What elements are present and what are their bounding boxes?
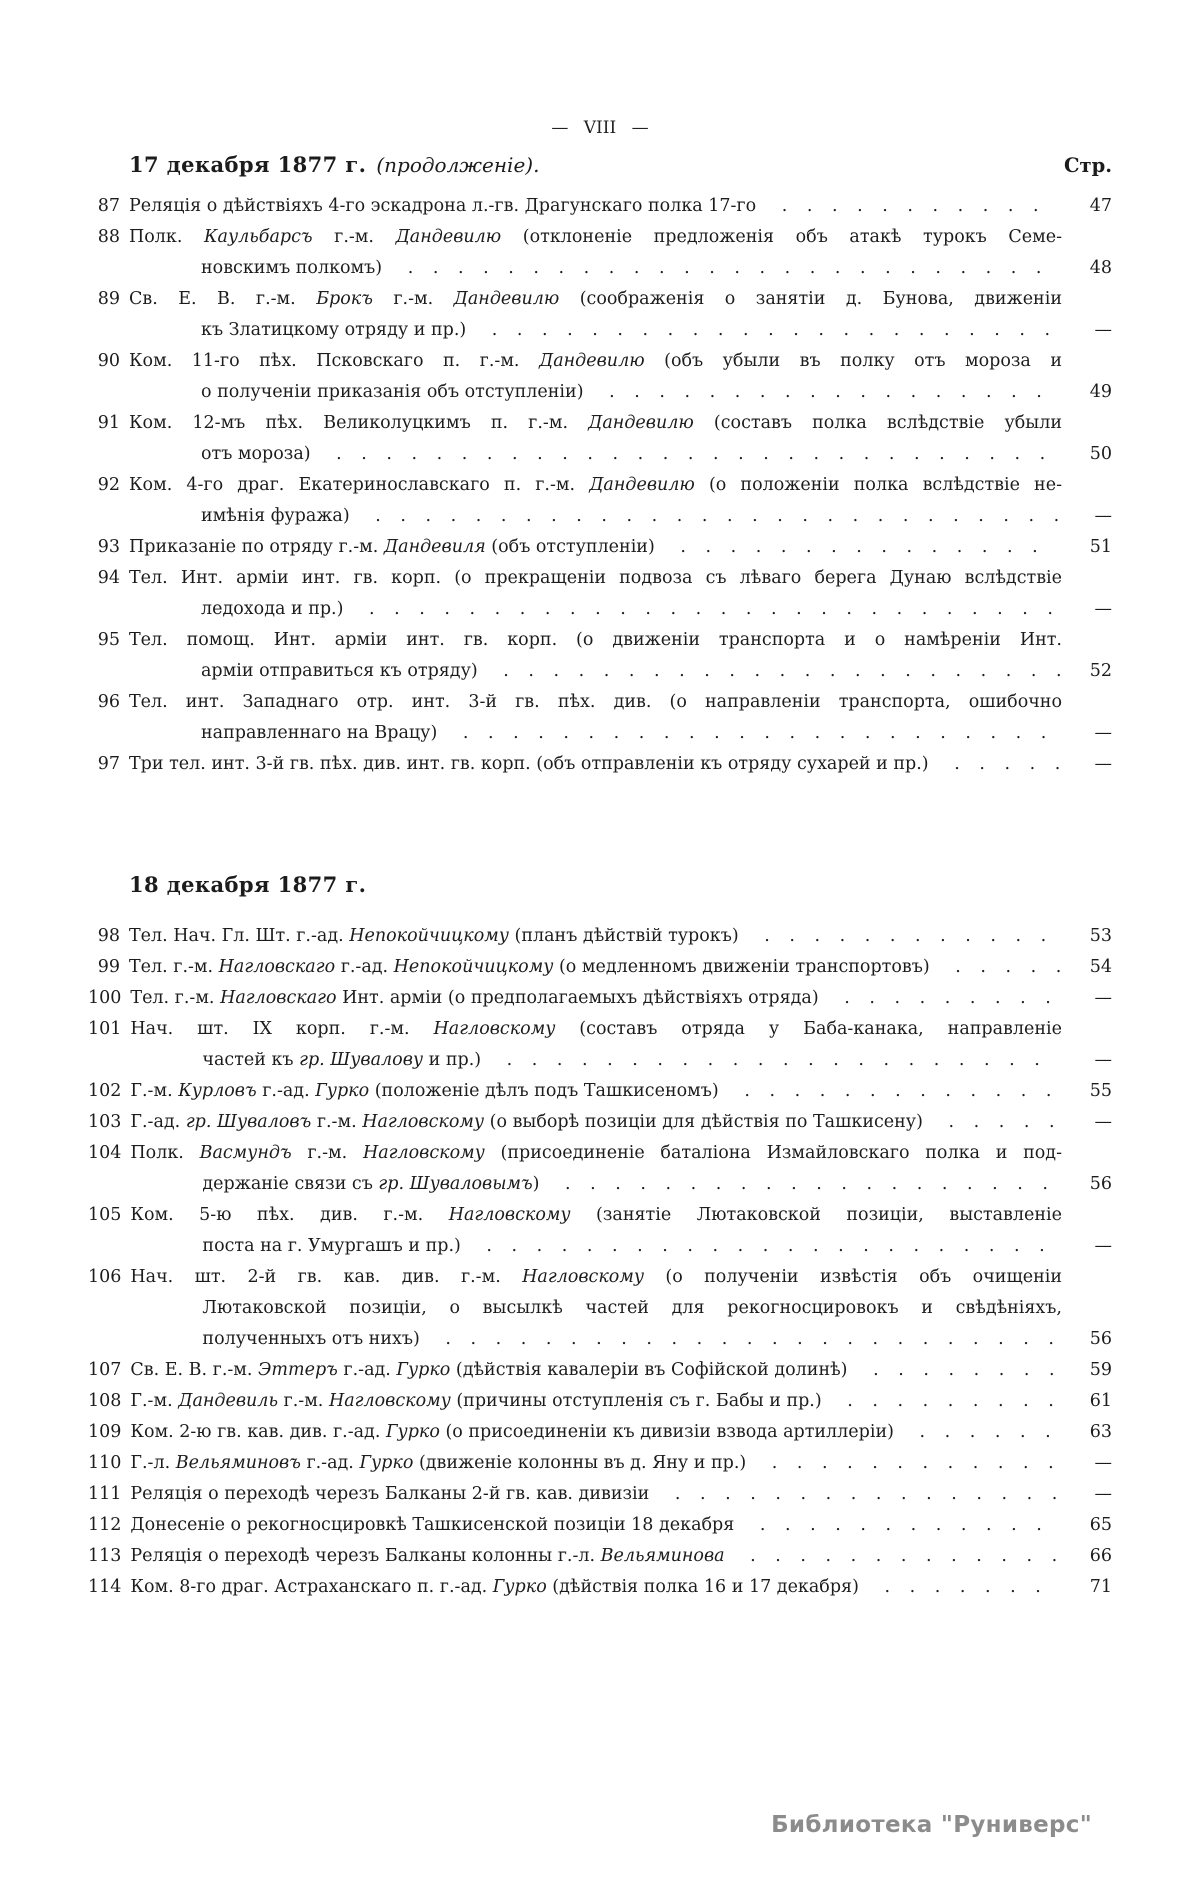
entry-line-text: поста на г. Умургашъ и пр.) bbox=[202, 1236, 461, 1256]
entry-number: 90 bbox=[97, 351, 120, 371]
entry-line bbox=[130, 1572, 1062, 1603]
entry-line bbox=[129, 749, 1062, 780]
dot-leader: . . . . . . . . . . . . . . . . . . . . . . . . . bbox=[425, 1329, 1054, 1349]
entry-line-text: къ Златицкому отряду и пр.) bbox=[201, 320, 467, 340]
entry-line-text: Реляція о переходѣ черезъ Балканы колонны г.-л. bbox=[130, 1546, 601, 1566]
person-name: Непокойчицкому bbox=[349, 926, 509, 946]
person-name: гр. Шуваловъ bbox=[185, 1112, 312, 1132]
toc-entry bbox=[88, 983, 1112, 1014]
toc-section-17-december bbox=[88, 152, 1112, 780]
dot-leader: . . . . . . . . . . . . bbox=[740, 1515, 1042, 1535]
entry-line bbox=[129, 594, 1062, 625]
entry-line-text: арміи отправиться къ отряду) bbox=[201, 661, 478, 681]
entry-page-number: 50 bbox=[1089, 444, 1112, 464]
entry-line-text: Полк. bbox=[129, 227, 204, 247]
entry-line bbox=[129, 532, 1062, 563]
entry-line bbox=[129, 408, 1062, 439]
toc-entry bbox=[88, 749, 1112, 780]
entry-number: 103 bbox=[88, 1112, 122, 1132]
entry-text bbox=[129, 532, 1062, 563]
entry-line-text: Г.-л. bbox=[130, 1453, 176, 1473]
dot-leader: . . . . . . . . bbox=[853, 1360, 1055, 1380]
dot-leader: . . . . . . . . . . . . . bbox=[730, 1546, 1058, 1566]
entry-page-number: 56 bbox=[1089, 1174, 1112, 1194]
toc-entry bbox=[88, 952, 1112, 983]
entry-line-text: (о присоединеніи къ дивизіи взвода артиллеріи) bbox=[439, 1422, 894, 1442]
toc-entry bbox=[88, 687, 1112, 749]
entry-line-text: и пр.) bbox=[423, 1050, 482, 1070]
toc-entry bbox=[88, 1107, 1112, 1138]
section-heading bbox=[88, 872, 1112, 897]
toc-entry bbox=[88, 408, 1112, 470]
entry-line-text: г.-ад. bbox=[300, 1453, 360, 1473]
entries-list bbox=[88, 921, 1112, 1603]
section-date-title: 18 декабря 1877 г. bbox=[129, 872, 367, 897]
entry-line-text: держаніе связи съ bbox=[202, 1174, 379, 1194]
entry-text bbox=[130, 1510, 1062, 1541]
entry-line-text: Г.-м. bbox=[130, 1081, 179, 1101]
entry-number: 100 bbox=[88, 988, 122, 1008]
entry-line-text: (составъ отряда у Баба-канака, направленіе bbox=[555, 1019, 1062, 1039]
entry-line-text: Ком. 11-го пѣх. Псковскаго п. г.-м. bbox=[129, 351, 539, 371]
dot-leader: . . . . . . . . . . . . . . . . . . . . . . . bbox=[472, 320, 1051, 340]
entry-line-text: г.-м. bbox=[291, 1143, 363, 1163]
entry-line-text: (о полученіи извѣстія объ очищеніи bbox=[644, 1267, 1062, 1287]
entry-line-text: Приказаніе по отряду г.-м. bbox=[129, 537, 384, 557]
entry-line bbox=[129, 470, 1062, 501]
person-name: Дандевилю bbox=[453, 289, 560, 309]
dot-leader: . . . . . bbox=[935, 957, 1062, 977]
entry-line-text: направленнаго на Врацу) bbox=[201, 723, 438, 743]
toc-entry bbox=[88, 1200, 1112, 1262]
entry-number: 89 bbox=[97, 289, 120, 309]
entry-page-number: — bbox=[1094, 599, 1112, 619]
entry-text bbox=[130, 1386, 1062, 1417]
entry-text bbox=[130, 1541, 1062, 1572]
entry-line-text: Тел. г.-м. bbox=[130, 988, 221, 1008]
entry-line-text: (о положеніи полка вслѣдствіе не- bbox=[694, 475, 1062, 495]
entry-line-text: Г.-м. bbox=[130, 1391, 179, 1411]
person-name: Нагловскому bbox=[433, 1019, 556, 1039]
entry-text bbox=[130, 1076, 1062, 1107]
dot-leader: . . . . . . . . . . . . . . . . . . bbox=[589, 382, 1042, 402]
entry-line bbox=[130, 1169, 1062, 1200]
entry-number: 95 bbox=[97, 630, 120, 650]
entry-line-text: Ком. 4-го драг. Екатеринославскаго п. г.-м. bbox=[129, 475, 590, 495]
entry-line bbox=[130, 1293, 1062, 1324]
entry-line-text: (занятіе Лютаковской позиціи, выставленіе bbox=[570, 1205, 1062, 1225]
entry-line bbox=[129, 952, 1062, 983]
entry-number: 92 bbox=[97, 475, 120, 495]
entry-line-text: г.-ад. bbox=[337, 1360, 397, 1380]
entry-page-number: — bbox=[1094, 1236, 1112, 1256]
library-watermark: Библиотека "Руниверс" bbox=[771, 1812, 1092, 1838]
entry-line bbox=[129, 346, 1062, 377]
entry-page-number: 61 bbox=[1089, 1391, 1112, 1411]
entry-line bbox=[129, 315, 1062, 346]
entry-line-text: Нач. шт. IX корп. г.-м. bbox=[130, 1019, 434, 1039]
dot-leader: . . . . . . . . . . . . . . . . . . . . bbox=[545, 1174, 1048, 1194]
entry-page-number: — bbox=[1094, 1484, 1112, 1504]
dot-leader: . . . . . bbox=[928, 1112, 1055, 1132]
person-name: гр. Шувалову bbox=[299, 1050, 424, 1070]
toc-entry bbox=[88, 470, 1112, 532]
entry-page-number: — bbox=[1094, 506, 1112, 526]
entry-text bbox=[129, 921, 1062, 952]
person-name: Васмундъ bbox=[199, 1143, 292, 1163]
entry-page-number: 53 bbox=[1089, 926, 1112, 946]
person-name: Дандевилю bbox=[589, 475, 695, 495]
entry-page-number: — bbox=[1094, 1453, 1112, 1473]
entry-text bbox=[130, 1200, 1062, 1262]
person-name: Курловъ bbox=[178, 1081, 257, 1101]
person-name: Гурко bbox=[385, 1422, 440, 1442]
entry-line bbox=[130, 1107, 1062, 1138]
entry-line-text: полученныхъ отъ нихъ) bbox=[202, 1329, 420, 1349]
person-name: Гурко bbox=[315, 1081, 370, 1101]
person-name: Нагловскому bbox=[448, 1205, 571, 1225]
entry-page-number: 59 bbox=[1089, 1360, 1112, 1380]
toc-entry bbox=[88, 563, 1112, 625]
entry-line bbox=[130, 1014, 1062, 1045]
entry-number: 104 bbox=[88, 1143, 122, 1163]
entry-page-number: 49 bbox=[1089, 382, 1112, 402]
entry-line-text: Реляція о переходѣ черезъ Балканы 2-й гв. кав. дивизіи bbox=[130, 1484, 650, 1504]
dot-leader: . . . . . . . . . . . . . . . . . . . . . . . . . . . . bbox=[355, 506, 1060, 526]
entry-text bbox=[129, 346, 1062, 408]
toc-entry bbox=[88, 346, 1112, 408]
entry-number: 111 bbox=[88, 1484, 122, 1504]
entry-line bbox=[129, 656, 1062, 687]
entry-line-text: Ком. 5-ю пѣх. див. г.-м. bbox=[130, 1205, 449, 1225]
entry-text bbox=[129, 563, 1062, 625]
entry-page-number: 56 bbox=[1089, 1329, 1112, 1349]
toc-entry bbox=[88, 1541, 1112, 1572]
entry-line-text: (отклоненіе предложенія объ атакѣ турокъ Семе- bbox=[501, 227, 1062, 247]
entry-line bbox=[129, 439, 1062, 470]
entry-line-text: (объ убыли въ полку отъ мороза и bbox=[644, 351, 1062, 371]
entry-text bbox=[130, 1355, 1062, 1386]
entry-line-text: (объ отступленіи) bbox=[485, 537, 655, 557]
entry-text bbox=[129, 470, 1062, 532]
entry-line bbox=[130, 1355, 1062, 1386]
entry-line bbox=[129, 284, 1062, 315]
dot-leader: . . . . . . . . . . . . . . . . . . . . . . bbox=[487, 1050, 1040, 1070]
entry-line bbox=[130, 1324, 1062, 1355]
entry-line-text: г.-м. bbox=[311, 1112, 363, 1132]
entry-page-number: 66 bbox=[1089, 1546, 1112, 1566]
person-name: Нагловскому bbox=[522, 1267, 645, 1287]
entry-line bbox=[129, 253, 1062, 284]
section-heading bbox=[88, 152, 1112, 177]
entry-number: 109 bbox=[88, 1422, 122, 1442]
toc-entry bbox=[88, 1262, 1112, 1355]
entry-text bbox=[130, 1138, 1062, 1200]
toc-entry bbox=[88, 222, 1112, 284]
dot-leader: . . . . . . . . . . . bbox=[762, 196, 1039, 216]
entry-page-number: 51 bbox=[1089, 537, 1112, 557]
entry-line-text: (о медленномъ движеніи транспортовъ) bbox=[553, 957, 930, 977]
entry-line-text: Тел. помощ. Инт. арміи инт. гв. корп. (о движеніи транспорта и о намѣреніи Инт. bbox=[129, 630, 1062, 650]
page-column-header: Стр. bbox=[1063, 154, 1112, 177]
person-name: Дандевиля bbox=[383, 537, 486, 557]
entry-line-text: ледохода и пр.) bbox=[201, 599, 344, 619]
entry-text bbox=[129, 408, 1062, 470]
section-date-title: 17 декабря 1877 г. bbox=[129, 152, 367, 177]
entry-line bbox=[129, 501, 1062, 532]
entry-line bbox=[129, 377, 1062, 408]
dot-leader: . . . . . . . . . bbox=[824, 988, 1051, 1008]
toc-entry bbox=[88, 284, 1112, 346]
dot-leader: . . . . . . . . . . . . . . . . . . . . . . . . . . . . bbox=[349, 599, 1053, 619]
entry-text bbox=[130, 1417, 1062, 1448]
entry-line-text: Тел. инт. Западнаго отр. инт. 3-й гв. пѣх. див. (о направленіи транспорта, ошибочно bbox=[129, 692, 1062, 712]
entry-number: 97 bbox=[97, 754, 120, 774]
entry-number: 93 bbox=[97, 537, 120, 557]
entry-line bbox=[130, 1541, 1062, 1572]
entry-number: 110 bbox=[88, 1453, 122, 1473]
entry-line-text: Св. Е. В. г.-м. bbox=[129, 289, 317, 309]
entry-number: 106 bbox=[88, 1267, 122, 1287]
entry-line-text: новскимъ полкомъ) bbox=[201, 258, 383, 278]
person-name: Нагловскому bbox=[362, 1143, 485, 1163]
entry-number: 101 bbox=[88, 1019, 122, 1039]
entry-line-text: (о выборѣ позиціи для дѣйствія по Ташкисену) bbox=[484, 1112, 923, 1132]
dot-leader: . . . . . . . . . . . . . . . . . . . . . . . . bbox=[443, 723, 1047, 743]
entry-text bbox=[130, 1448, 1062, 1479]
dot-leader: . . . . . . . . . . . . . . . . bbox=[655, 1484, 1058, 1504]
person-name: Гурко bbox=[396, 1360, 451, 1380]
entry-line-text: Полк. bbox=[130, 1143, 200, 1163]
toc-entry bbox=[88, 1448, 1112, 1479]
entry-line-text: Реляція о дѣйствіяхъ 4-го эскадрона л.-гв. Драгунскаго полка 17-го bbox=[129, 196, 757, 216]
entry-page-number: 71 bbox=[1089, 1577, 1112, 1597]
person-name: Дандевиль bbox=[178, 1391, 278, 1411]
entry-number: 105 bbox=[88, 1205, 122, 1225]
entry-page-number: 65 bbox=[1089, 1515, 1112, 1535]
entry-line-text: частей къ bbox=[202, 1050, 300, 1070]
entry-line bbox=[130, 1138, 1062, 1169]
entries-list bbox=[88, 191, 1112, 780]
entry-line-text: ) bbox=[532, 1174, 540, 1194]
dot-leader: . . . . . . . . . . . . bbox=[744, 926, 1047, 946]
person-name: Брокъ bbox=[316, 289, 373, 309]
entry-number: 102 bbox=[88, 1081, 122, 1101]
entry-line-text: Лютаковской позиціи, о высылкѣ частей для рекогносцировокъ и свѣдѣніяхъ, bbox=[202, 1298, 1062, 1318]
entry-line-text: Тел. Нач. Гл. Шт. г.-ад. bbox=[129, 926, 350, 946]
person-name: Гурко bbox=[492, 1577, 547, 1597]
entry-text bbox=[130, 983, 1062, 1014]
person-name: Нагловскаго bbox=[218, 957, 336, 977]
entry-line-text: (положеніе дѣлъ подъ Ташкисеномъ) bbox=[369, 1081, 719, 1101]
entry-line-text: (движеніе колонны въ д. Яну и пр.) bbox=[413, 1453, 747, 1473]
person-name: Непокойчицкому bbox=[393, 957, 554, 977]
person-name: гр. Шуваловымъ bbox=[378, 1174, 533, 1194]
entry-line bbox=[130, 1448, 1062, 1479]
dot-leader: . . . . . . bbox=[899, 1422, 1051, 1442]
entry-number: 87 bbox=[97, 196, 120, 216]
dot-leader: . . . . . . . . . . . . . . . bbox=[660, 537, 1038, 557]
entry-text bbox=[130, 1572, 1062, 1603]
entry-page-number: 48 bbox=[1089, 258, 1112, 278]
toc-entry bbox=[88, 1138, 1112, 1200]
entry-line bbox=[129, 222, 1062, 253]
entry-line-text: Г.-ад. bbox=[130, 1112, 186, 1132]
entry-number: 99 bbox=[97, 957, 120, 977]
entry-page-number: — bbox=[1094, 320, 1112, 340]
toc-entry bbox=[88, 532, 1112, 563]
entry-line-text: (присоединеніе баталіона Измайловскаго полка и под- bbox=[484, 1143, 1062, 1163]
entry-line-text: Ком. 8-го драг. Астраханскаго п. г.-ад. bbox=[130, 1577, 493, 1597]
entry-line-text: отъ мороза) bbox=[201, 444, 311, 464]
entry-line-text: (составъ полка вслѣдствіе убыли bbox=[693, 413, 1062, 433]
folio-number: — VIII — bbox=[551, 118, 649, 138]
entry-number: 113 bbox=[88, 1546, 122, 1566]
person-name: Нагловскому bbox=[362, 1112, 485, 1132]
entry-line-text: Донесеніе о рекогносцировкѣ Ташкисенской позиціи 18 декабря bbox=[130, 1515, 735, 1535]
entry-line-text: имѣнія фуража) bbox=[201, 506, 350, 526]
entry-line-text: г.-ад. bbox=[335, 957, 394, 977]
entry-line-text: г.-м. bbox=[372, 289, 454, 309]
entry-number: 98 bbox=[97, 926, 120, 946]
entry-line-text: г.-м. bbox=[312, 227, 396, 247]
entry-line bbox=[130, 1045, 1062, 1076]
dot-leader: . . . . . . . . . . . . . . . . . . . . . . . . . . . . . bbox=[316, 444, 1046, 464]
person-name: Эттеръ bbox=[258, 1360, 338, 1380]
entry-text bbox=[129, 749, 1062, 780]
table-of-contents bbox=[88, 152, 1112, 1603]
entry-line bbox=[129, 687, 1062, 718]
entry-line bbox=[130, 1076, 1062, 1107]
entry-page-number: — bbox=[1094, 1050, 1112, 1070]
entry-text bbox=[130, 1479, 1062, 1510]
person-name: Дандевилю bbox=[538, 351, 645, 371]
toc-entry bbox=[88, 1076, 1112, 1107]
person-name: Гурко bbox=[359, 1453, 414, 1473]
entry-text bbox=[129, 222, 1062, 284]
toc-entry bbox=[88, 1014, 1112, 1076]
entry-page-number: — bbox=[1094, 1112, 1112, 1132]
person-name: Дандевилю bbox=[395, 227, 502, 247]
entry-number: 114 bbox=[88, 1577, 122, 1597]
entry-line-text: о полученіи приказанія объ отступленіи) bbox=[201, 382, 584, 402]
entry-text bbox=[129, 687, 1062, 749]
entry-line-text: Тел. Инт. арміи инт. гв. корп. (о прекращеніи подвоза съ лѣваго берега Дунаю вслѣдствіе bbox=[129, 568, 1062, 588]
entry-number: 96 bbox=[97, 692, 120, 712]
toc-entry bbox=[88, 1479, 1112, 1510]
dot-leader: . . . . . . . bbox=[864, 1577, 1041, 1597]
entry-page-number: 54 bbox=[1089, 957, 1112, 977]
entry-number: 88 bbox=[97, 227, 120, 247]
entry-line-text: Инт. арміи (о предполагаемыхъ дѣйствіяхъ отряда) bbox=[336, 988, 819, 1008]
entry-text bbox=[129, 191, 1062, 222]
entry-line bbox=[129, 921, 1062, 952]
entry-text bbox=[130, 1107, 1062, 1138]
entry-page-number: 55 bbox=[1089, 1081, 1112, 1101]
entry-number: 91 bbox=[97, 413, 120, 433]
entry-line bbox=[130, 1510, 1062, 1541]
entry-page-number: 63 bbox=[1089, 1422, 1112, 1442]
entry-number: 112 bbox=[88, 1515, 122, 1535]
entry-line-text: Три тел. инт. 3-й гв. пѣх. див. инт. гв. корп. (объ отправленіи къ отряду сухарей и пр.) bbox=[129, 754, 929, 774]
toc-entry bbox=[88, 191, 1112, 222]
entry-line bbox=[129, 718, 1062, 749]
entry-line-text: Ком. 12-мъ пѣх. Великолуцкимъ п. г.-м. bbox=[129, 413, 589, 433]
dot-leader: . . . . . . . . . . . . . bbox=[724, 1081, 1052, 1101]
entry-line-text: (дѣйствія полка 16 и 17 декабря) bbox=[546, 1577, 859, 1597]
dot-leader: . . . . . . . . . . . . bbox=[752, 1453, 1054, 1473]
toc-entry bbox=[88, 1572, 1112, 1603]
entry-line bbox=[129, 625, 1062, 656]
entry-line-text: г.-ад. bbox=[256, 1081, 316, 1101]
entry-line bbox=[130, 1417, 1062, 1448]
entry-number: 94 bbox=[97, 568, 120, 588]
entry-line-text: Св. Е. В. г.-м. bbox=[130, 1360, 259, 1380]
entry-page-number: 47 bbox=[1089, 196, 1112, 216]
person-name: Каульбарсъ bbox=[204, 227, 313, 247]
toc-entry bbox=[88, 1386, 1112, 1417]
entry-text bbox=[130, 1014, 1062, 1076]
dot-leader: . . . . . . . . . . . . . . . . . . . . . . . bbox=[483, 661, 1062, 681]
toc-entry bbox=[88, 921, 1112, 952]
entry-line-text: Тел. г.-м. bbox=[129, 957, 219, 977]
entry-line bbox=[130, 1200, 1062, 1231]
entry-line-text: (соображенія о занятіи д. Бунова, движеніи bbox=[559, 289, 1062, 309]
entry-number: 107 bbox=[88, 1360, 122, 1380]
entry-number: 108 bbox=[88, 1391, 122, 1411]
dot-leader: . . . . . . . . . . . . . . . . . . . . . . . . . . bbox=[388, 258, 1042, 278]
entry-line bbox=[130, 983, 1062, 1014]
entry-page-number: — bbox=[1094, 754, 1112, 774]
entry-text bbox=[129, 284, 1062, 346]
entry-line-text: Ком. 2-ю гв. кав. див. г.-ад. bbox=[130, 1422, 386, 1442]
dot-leader: . . . . . . . . . bbox=[827, 1391, 1054, 1411]
dot-leader: . . . . . bbox=[934, 754, 1061, 774]
person-name: Вельяминова bbox=[600, 1546, 725, 1566]
toc-entry bbox=[88, 1417, 1112, 1448]
section-subtitle: (продолженіе). bbox=[376, 153, 540, 177]
entry-line bbox=[130, 1386, 1062, 1417]
entry-line-text: г.-м. bbox=[277, 1391, 329, 1411]
entry-page-number: — bbox=[1094, 988, 1112, 1008]
entry-line bbox=[130, 1479, 1062, 1510]
entry-line-text: (причины отступленія съ г. Бабы и пр.) bbox=[450, 1391, 822, 1411]
entry-text bbox=[129, 625, 1062, 687]
entry-page-number: — bbox=[1094, 723, 1112, 743]
entry-line-text: (планъ дѣйствій турокъ) bbox=[508, 926, 739, 946]
entry-line bbox=[129, 563, 1062, 594]
person-name: Нагловскому bbox=[328, 1391, 451, 1411]
entry-text bbox=[129, 952, 1062, 983]
toc-entry bbox=[88, 625, 1112, 687]
toc-section-18-december bbox=[88, 872, 1112, 1603]
entry-page-number: 52 bbox=[1089, 661, 1112, 681]
dot-leader: . . . . . . . . . . . . . . . . . . . . . . . bbox=[466, 1236, 1045, 1256]
entry-line-text: (дѣйствія кавалеріи въ Софійской долинѣ) bbox=[450, 1360, 848, 1380]
entry-line-text: Нач. шт. 2-й гв. кав. див. г.-м. bbox=[130, 1267, 523, 1287]
toc-entry bbox=[88, 1355, 1112, 1386]
toc-entry bbox=[88, 1510, 1112, 1541]
person-name: Вельяминовъ bbox=[175, 1453, 301, 1473]
entry-text bbox=[130, 1262, 1062, 1355]
person-name: Нагловскаго bbox=[220, 988, 337, 1008]
person-name: Дандевилю bbox=[588, 413, 694, 433]
entry-line bbox=[130, 1262, 1062, 1293]
entry-line bbox=[129, 191, 1062, 222]
entry-line bbox=[130, 1231, 1062, 1262]
